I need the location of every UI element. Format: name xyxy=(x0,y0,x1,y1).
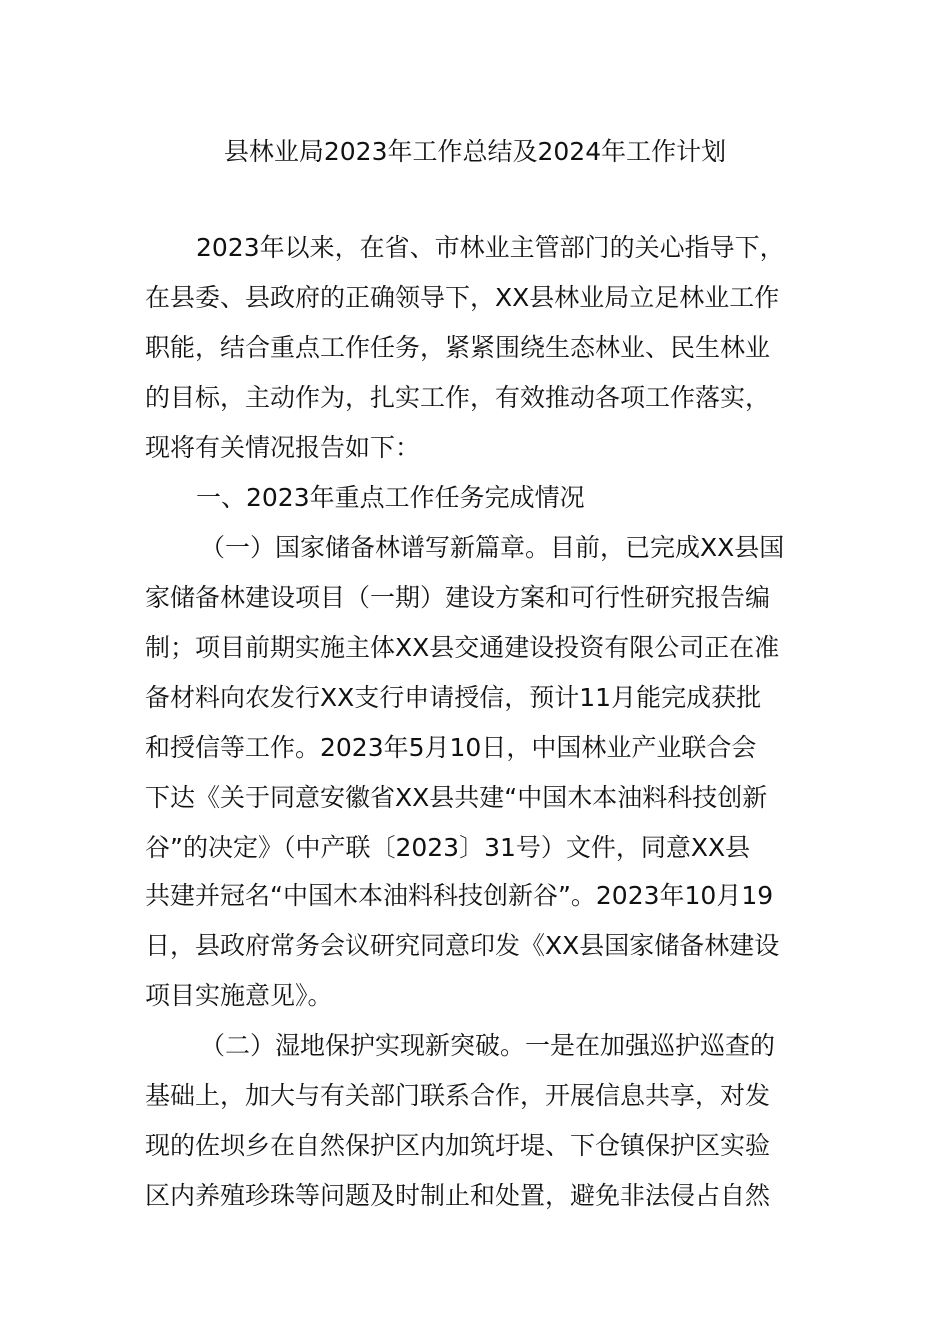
paragraph-line: 制；项目前期实施主体XX县交通建设投资有限公司正在准 xyxy=(145,633,780,662)
paragraph-line: 职能，结合重点工作任务，紧紧围绕生态林业、民生林业 xyxy=(145,333,771,362)
paragraph-line: 的目标，主动作为，扎实工作，有效推动各项工作落实， xyxy=(145,383,771,412)
paragraph-line: 现将有关情况报告如下： xyxy=(145,433,421,462)
paragraph-line: 备材料向农发行XX支行申请授信，预计11月能完成获批 xyxy=(145,683,762,712)
paragraph-line: 项目实施意见》。 xyxy=(145,981,333,1010)
paragraph-line: 共建并冠名“中国木本油料科技创新谷”。2023年10月19 xyxy=(145,881,774,910)
paragraph-line: 区内养殖珍珠等问题及时制止和处置，避免非法侵占自然 xyxy=(145,1181,771,1210)
paragraph-line: 2023年以来，在省、市林业主管部门的关心指导下， xyxy=(196,233,785,262)
paragraph-line: 下达《关于同意安徽省XX县共建“中国木本油料科技创新 xyxy=(145,783,768,812)
paragraph-line: 在县委、县政府的正确领导下，XX县林业局立足林业工作 xyxy=(145,283,780,312)
document-title: 县林业局2023年工作总结及2024年工作计划 xyxy=(223,137,727,166)
paragraph-line: 谷”的决定》（中产联〔2023〕31号）文件，同意XX县 xyxy=(145,833,751,862)
section-heading: 一、2023年重点工作任务完成情况 xyxy=(196,483,585,512)
paragraph-line: 家储备林建设项目（一期）建设方案和可行性研究报告编 xyxy=(145,583,771,612)
paragraph-line: （一）国家储备林谱写新篇章。目前，已完成XX县国 xyxy=(200,533,785,562)
paragraph-line: 日，县政府常务会议研究同意印发《XX县国家储备林建设 xyxy=(145,931,780,960)
paragraph-line: 基础上，加大与有关部门联系合作，开展信息共享，对发 xyxy=(145,1081,771,1110)
paragraph-line: （二）湿地保护实现新突破。一是在加强巡护巡查的 xyxy=(200,1031,776,1060)
paragraph-line: 现的佐坝乡在自然保护区内加筑圩堤、下仓镇保护区实验 xyxy=(145,1131,771,1160)
paragraph-line: 和授信等工作。2023年5月10日，中国林业产业联合会 xyxy=(145,733,757,762)
